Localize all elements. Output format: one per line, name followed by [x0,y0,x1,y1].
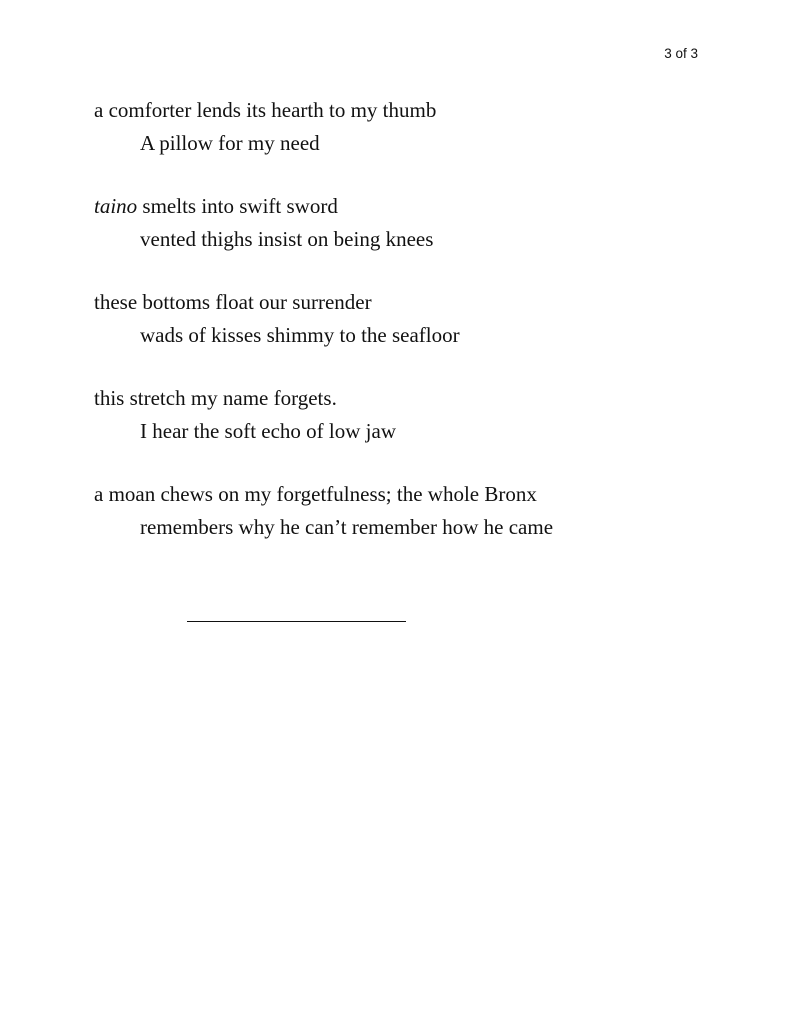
poem-line-indented: remembers why he can’t remember how he came [140,514,554,539]
poem-line-indented: A pillow for my need [140,130,320,155]
poem-line [94,190,754,223]
stanza-5 [94,478,754,543]
italic-word: taino [94,194,138,218]
poem-line-text: smelts into swift sword [137,194,338,218]
stanza-1 [94,94,754,159]
poem-line: a moan chews on my forgetfulness; the whole Bronx [94,482,537,506]
poem-line-indented: vented thighs insist on being knees [140,226,434,251]
poem-line: these bottoms float our surrender [94,290,372,314]
poem-line-indented: wads of kisses shimmy to the seafloor [140,322,460,347]
poem-line-indented: I hear the soft echo of low jaw [140,418,396,443]
poem-line: a comforter lends its hearth to my thumb [94,98,437,122]
stanza-4 [94,382,754,447]
poem-body [94,94,754,574]
stanza-2 [94,190,754,255]
stanza-3 [94,286,754,351]
page-number: 3 of 3 [664,46,698,61]
end-rule-divider [187,621,406,622]
poem-line: this stretch my name forgets. [94,386,337,410]
